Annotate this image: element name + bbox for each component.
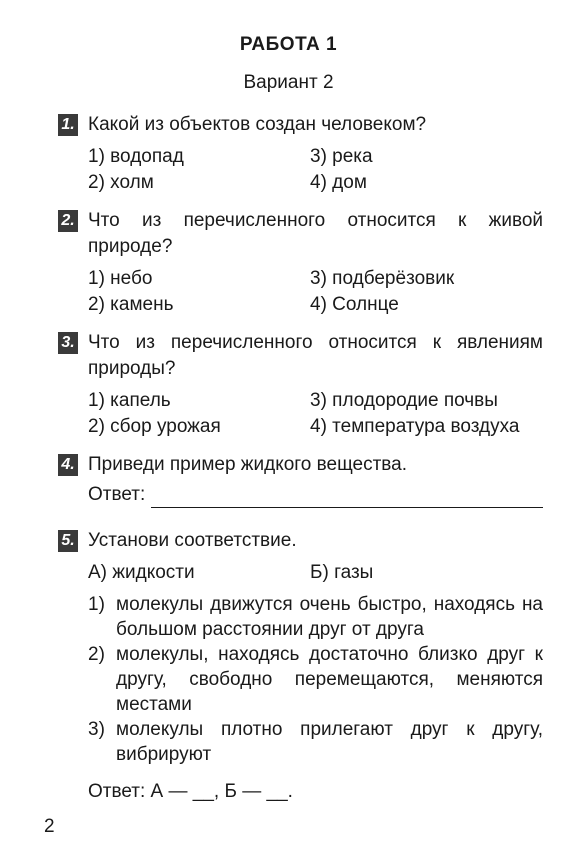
statement-item: [88, 717, 543, 767]
variant-label: Вариант 2: [243, 72, 334, 93]
option: 3) подберёзовик: [310, 268, 455, 289]
answer-line: [88, 482, 543, 508]
task-3: [58, 330, 543, 440]
task-2: [58, 208, 543, 318]
statement-number: 2): [88, 644, 105, 665]
answer-options: [88, 266, 543, 318]
statement-item: [88, 592, 543, 642]
answer-label: Ответ:: [88, 484, 146, 505]
task-question: Установи соответствие.: [88, 530, 297, 551]
task-number-badge: 5.: [58, 530, 78, 552]
category-a: А) жидкости: [88, 562, 195, 583]
task-4: [58, 452, 543, 508]
task-question: Какой из объектов создан человеком?: [88, 114, 427, 135]
task-number-badge: 1.: [58, 114, 78, 136]
option: 4) дом: [310, 172, 367, 193]
option: 1) капель: [88, 390, 171, 411]
option: 2) холм: [88, 172, 154, 193]
statement-list: [88, 592, 543, 767]
option: 4) температура воздуха: [310, 416, 520, 437]
option: 2) сбор урожая: [88, 416, 221, 437]
answer-options: [88, 388, 543, 440]
page-title: РАБОТА 1: [239, 34, 338, 55]
option: 3) река: [310, 146, 373, 167]
match-answer: Ответ: А — __, Б — __.: [88, 781, 293, 802]
task-1: [58, 112, 543, 196]
task-question: Приведи пример жидкого вещества.: [88, 454, 408, 475]
page-number: 2: [44, 816, 55, 837]
task-question: Что из перечисленного относится к явлениям природы?: [88, 332, 543, 379]
option: 1) небо: [88, 268, 153, 289]
option: 2) камень: [88, 294, 174, 315]
statement-text: молекулы плотно прилегают друг к другу, вибрируют: [116, 719, 543, 765]
task-5: [58, 528, 543, 805]
answer-blank[interactable]: [151, 487, 543, 508]
statement-text: молекулы, находясь достаточно близко друг к другу, свободно перемещаются, меняются местами: [116, 644, 543, 715]
statement-item: [88, 642, 543, 717]
option: 1) водопад: [88, 146, 184, 167]
statement-number: 1): [88, 594, 105, 615]
task-question: Что из перечисленного относится к живой природе?: [88, 210, 543, 257]
task-number-badge: 4.: [58, 454, 78, 476]
statement-number: 3): [88, 719, 105, 740]
category-b: Б) газы: [310, 562, 374, 583]
option: 4) Солнце: [310, 294, 399, 315]
option: 3) плодородие почвы: [310, 390, 498, 411]
task-number-badge: 2.: [58, 210, 78, 232]
match-categories: [88, 560, 543, 586]
task-number-badge: 3.: [58, 332, 78, 354]
answer-options: [88, 144, 543, 196]
statement-text: молекулы движутся очень быстро, находясь на большом расстоянии друг от друга: [116, 594, 543, 640]
